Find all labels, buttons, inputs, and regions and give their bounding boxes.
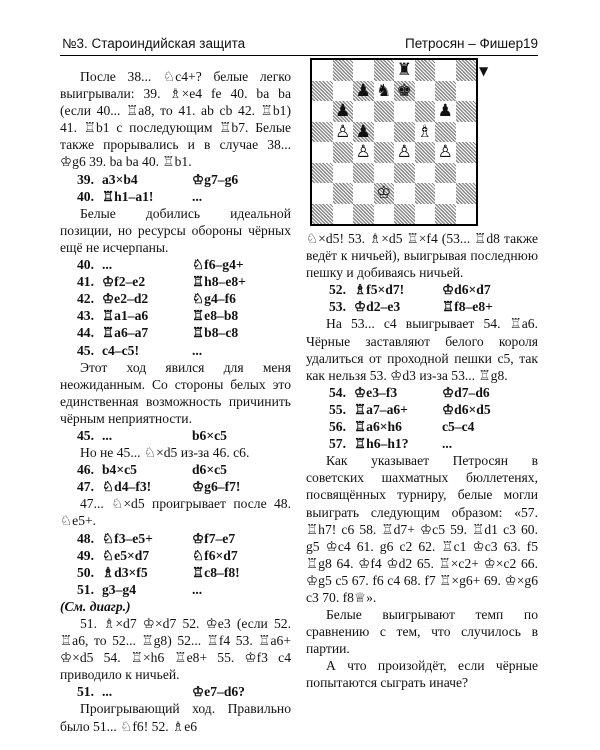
white-move: ♔e2–d2 [102,291,149,307]
move-line [306,401,538,418]
board-square [394,163,415,184]
black-move: ... [192,342,203,358]
white-move: b4×c5 [102,462,137,478]
move-line [60,547,291,564]
white-move: ♖a6×h6 [354,419,402,435]
white-move: ♘f3–e5+ [102,530,153,546]
white-move: ♘d4–f3! [102,479,152,495]
black-move: ♔g7–g6 [192,171,239,187]
move-number: 41. [77,274,94,290]
board-square [394,183,415,204]
move-number: 42. [77,291,94,307]
black-move: ... [192,581,203,597]
white-move: ♘e5×d7 [102,547,150,563]
board-square [456,163,477,184]
board-square [312,142,333,163]
board-square [333,163,354,184]
move-line [60,478,291,495]
board-square [456,142,477,163]
black-move: ♘f6–g4+ [192,257,244,273]
black-move: ♔d6×d7 [442,282,491,298]
move-line [60,530,291,547]
board-square [435,81,456,102]
move-line [306,418,538,435]
white-move: ♔f2–e2 [102,274,146,290]
move-line [60,342,291,359]
move-number: 40. [77,257,94,273]
commentary-paragraph: Как указывает Петросян в советских шахматных бюллетенях, посвящённых турниру, белые могли выиграть следующим образом: «57. ♖h7! c6 58. ♖d7+ ♔c5 59. ♖d1 c3 60. g5 ♔c4 61. g6 c2 62. ♖c1 ♔c3 63. f5 ♖g8 64. ♔f4 ♔d2 65. ♖×c2+ ♔×c2 66. ♔g5 c5 67. f6 c4 68. f7 ♖×g6+ 69. ♔×g6 c3 70. f8♕». [306,453,538,605]
move-line [306,435,538,452]
board-square [312,204,333,225]
board-square [312,183,333,204]
move-number: 49. [77,547,94,563]
move-line [60,307,291,324]
move-line [306,281,538,298]
black-move: b6×c5 [192,427,227,443]
chess-piece: ♜ [396,60,412,80]
black-move: ... [442,436,453,452]
commentary-paragraph: 51. ♗×d7 ♔×d7 52. ♔e3 (если 52. ♖a6, то 52... ♖g8) 52... ♖f4 53. ♖a6+ ♔×d5 54. ♖×h6 ♖e8+ 55. ♔f3 c4 приводило к ничьей. [60,616,291,683]
white-move: ♗d3×f5 [102,564,148,580]
right-column [306,230,538,692]
black-move: ♖b8–c8 [192,325,239,341]
board-square [312,60,333,81]
move-number: 51. [77,581,94,597]
board-square [415,60,436,81]
board-square [312,122,333,143]
board-square [415,163,436,184]
move-number: 50. [77,564,94,580]
move-number: 54. [329,384,346,400]
board-square [374,163,395,184]
board-square [353,163,374,184]
board-square [415,101,436,122]
board-square [374,60,395,81]
diagram-reference: (См. диагр.) [60,598,131,614]
board-square [394,122,415,143]
chess-piece: ♔ [376,183,392,203]
board-square [374,204,395,225]
black-move: ♔d6×d5 [442,401,491,417]
chess-piece: ♗ [417,121,433,142]
board-square [456,122,477,143]
move-number: 43. [77,308,94,324]
move-number: 48. [77,530,94,546]
white-move: ♖a7–a6+ [354,401,408,417]
board-square [415,204,436,225]
white-move: a3×b4 [102,171,138,187]
chess-piece: ♟ [335,101,351,121]
white-move: ♗f5×d7! [354,282,405,298]
board-square [456,183,477,204]
black-move: c5–c4 [442,419,475,435]
commentary-paragraph: После 38... ♘c4+? белые легко выигрывали: 39. ♗×e4 fe 40. ba ba (если 40... ♖a8, то 41. ab cb 42. ♖b1) 41. ♖b1 с последующим ♖b7. Белые также прорывались и в случае 38... ♔g6 39. ba ba 40. ♖b1. [60,69,291,170]
black-move: ♖c8–f8! [192,564,240,580]
board-square [333,81,354,102]
board-square [374,122,395,143]
commentary-paragraph: Проигрывающий ход. Правильно было 51... ♘f6! 52. ♗e6 [60,701,291,734]
move-number: 39. [77,171,94,187]
board-square [394,204,415,225]
move-line [306,384,538,401]
black-move: ♔d7–d6 [442,384,490,400]
board-square [353,60,374,81]
chess-piece: ♙ [396,142,412,162]
move-number: 45. [77,427,94,443]
board-square [435,204,456,225]
move-line [306,298,538,315]
white-move: ... [102,684,113,700]
board-square [394,101,415,122]
chapter-title: №3. Староиндийская защита [62,36,246,51]
black-move: ♖f8–e8+ [442,299,493,315]
move-line [60,427,291,444]
board-square [456,204,477,225]
commentary-paragraph: А что произойдёт, если чёрные попытаются сыграть иначе? [306,658,538,691]
chess-diagram [310,58,478,226]
move-line [60,564,291,581]
board-square [435,163,456,184]
board-square [435,60,456,81]
black-move: ♖e8–b8 [192,308,239,324]
chess-piece: ♟ [355,80,371,101]
board-square [374,101,395,122]
board-square [435,122,456,143]
move-line [60,273,291,290]
board-square [374,142,395,163]
commentary-paragraph: На 53... c4 выигрывает 54. ♖a6. Чёрные заставляют белого короля удалиться от проходной пешки c5, так как нельзя 53. ♔d3 из-за 53... ♖g8. [306,316,538,383]
board-square [415,142,436,163]
board-square [333,60,354,81]
move-line [60,171,291,188]
black-move: ♔f7–e7 [192,530,236,546]
chess-piece: ♟ [355,121,371,142]
game-players: Петросян – Фишер [405,36,524,51]
commentary-paragraph: 47... ♘×d5 проигрывает после 48. ♘e5+. [60,496,291,529]
chess-piece: ♞ [376,80,392,101]
white-move: ♖h1–a1! [102,188,154,204]
chess-piece: ♟ [437,101,453,121]
black-move: ♔g6–f7! [192,479,241,495]
commentary-paragraph: Но не 45... ♘×d5 из-за 46. c6. [80,445,250,461]
board-square [333,183,354,204]
move-line [60,188,291,205]
move-number: 45. [77,342,94,358]
white-move: ♔e3–f3 [354,384,398,400]
black-to-move-marker: ▼ [479,64,489,78]
move-number: 57. [329,436,346,452]
black-move: ♘g4–f6 [192,291,236,307]
white-move: ... [102,257,113,273]
move-line [60,324,291,341]
board-square [312,81,333,102]
move-number: 46. [77,462,94,478]
board-square [312,101,333,122]
white-move: ♔d2–e3 [354,299,401,315]
black-move: ♔e7–d6? [192,684,245,700]
board-square [415,183,436,204]
chess-piece: ♙ [355,142,371,162]
chess-piece: ♙ [335,121,351,142]
white-move: g3–g4 [102,581,136,597]
board-square [456,60,477,81]
move-number: 47. [77,479,94,495]
board-square [333,204,354,225]
board-square [353,101,374,122]
move-line [60,461,291,478]
board-square [456,101,477,122]
board-square [435,183,456,204]
move-number: 52. [329,282,346,298]
move-number: 44. [77,325,94,341]
move-number: 53. [329,299,346,315]
running-header [60,34,538,54]
move-line [60,683,291,700]
chess-piece: ♚ [396,80,412,101]
board-square [456,81,477,102]
black-move: ♘f6×d7 [192,547,238,563]
left-column [60,68,291,735]
white-move: ... [102,427,113,443]
board-square [353,183,374,204]
move-line [60,581,291,598]
commentary-paragraph: ♘×d5! 53. ♗×d5 ♖×f4 (53... ♖d8 также ведёт к ничьей), выигрывая последнюю пешку и добиваясь ничьей. [306,231,538,281]
header-rule [60,55,538,56]
black-move: ♖h8–e8+ [192,274,246,290]
board-square [333,142,354,163]
commentary-paragraph: Этот ход явился для меня неожиданным. Со стороны белых это единственная возможность причинить чёрным неприятности. [60,359,291,426]
chess-piece: ♙ [437,142,453,162]
board-square [353,204,374,225]
move-number: 40. [77,188,94,204]
commentary-paragraph: Белые выигрывают темп по сравнению с тем, что случилось в партии. [306,607,538,657]
move-number: 51. [77,684,94,700]
board-square [415,81,436,102]
move-line [60,256,291,273]
move-line [60,290,291,307]
white-move: ♖a6–a7 [102,325,149,341]
white-move: c4–c5! [102,342,139,358]
black-move: ... [192,188,203,204]
black-move: d6×c5 [192,462,227,478]
page-number: 19 [522,36,538,51]
board-square [312,163,333,184]
move-number: 56. [329,419,346,435]
commentary-paragraph: Белые добились идеальной позиции, но ресурсы обороны чёрных ещё не исчерпаны. [60,205,291,255]
white-move: ♖a1–a6 [102,308,149,324]
white-move: ♖h6–h1? [354,436,409,452]
move-number: 55. [329,401,346,417]
